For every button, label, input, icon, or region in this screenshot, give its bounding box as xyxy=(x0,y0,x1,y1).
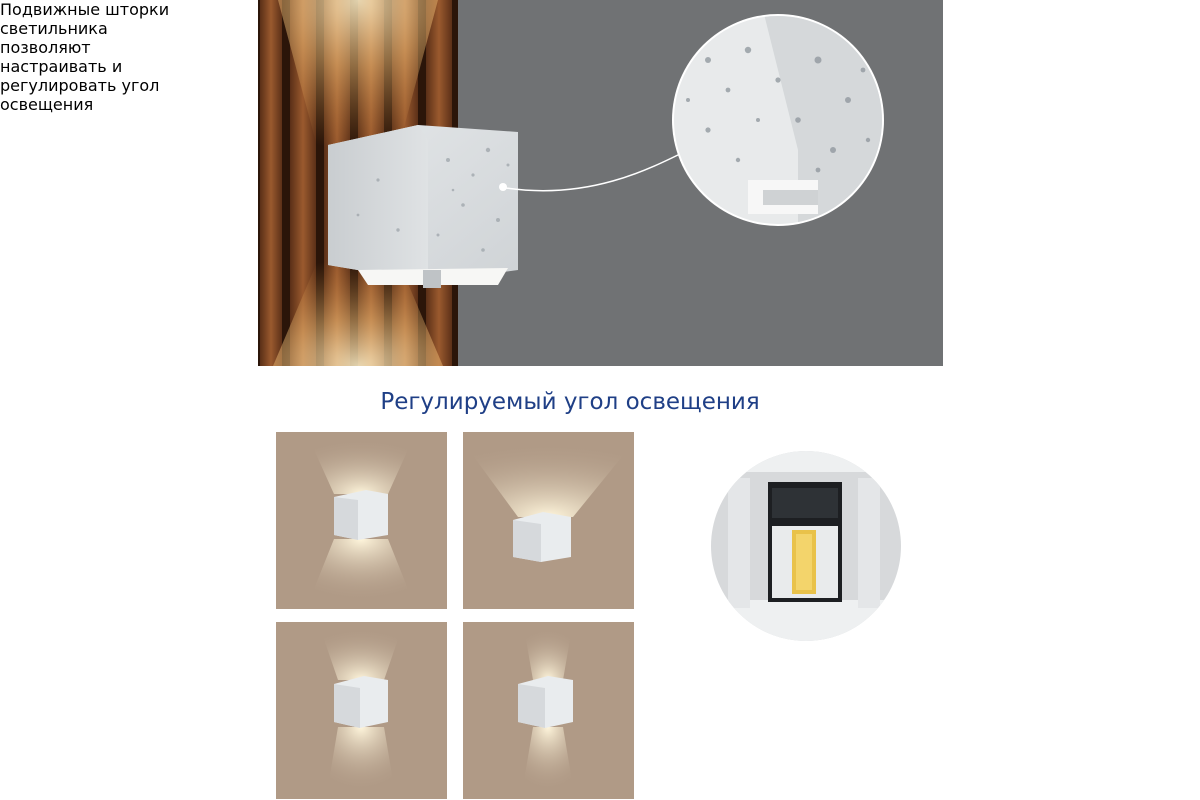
shutter-text-line: Подвижные шторки xyxy=(0,0,170,19)
beam-angle-tile-medium xyxy=(276,622,447,799)
shutter-closeup-photo xyxy=(710,450,902,642)
shutter-text-line: освещения xyxy=(0,95,94,114)
shutter-text-line: светильника xyxy=(0,19,108,38)
shutter-text-line: регулировать угол xyxy=(0,76,160,95)
shutter-text-line: настраивать и xyxy=(0,57,123,76)
lamp-cube xyxy=(328,125,518,288)
shutter-text-line: позволяют xyxy=(0,38,91,57)
beam-angle-tile-narrow xyxy=(276,432,447,609)
beam-angle-tile-spot xyxy=(463,622,634,799)
product-banner xyxy=(258,0,943,366)
beam-angle-tile-wide-up xyxy=(463,432,634,609)
section-heading: Регулируемый угол освещения xyxy=(380,389,760,415)
wall-lamp-photo xyxy=(258,0,943,366)
